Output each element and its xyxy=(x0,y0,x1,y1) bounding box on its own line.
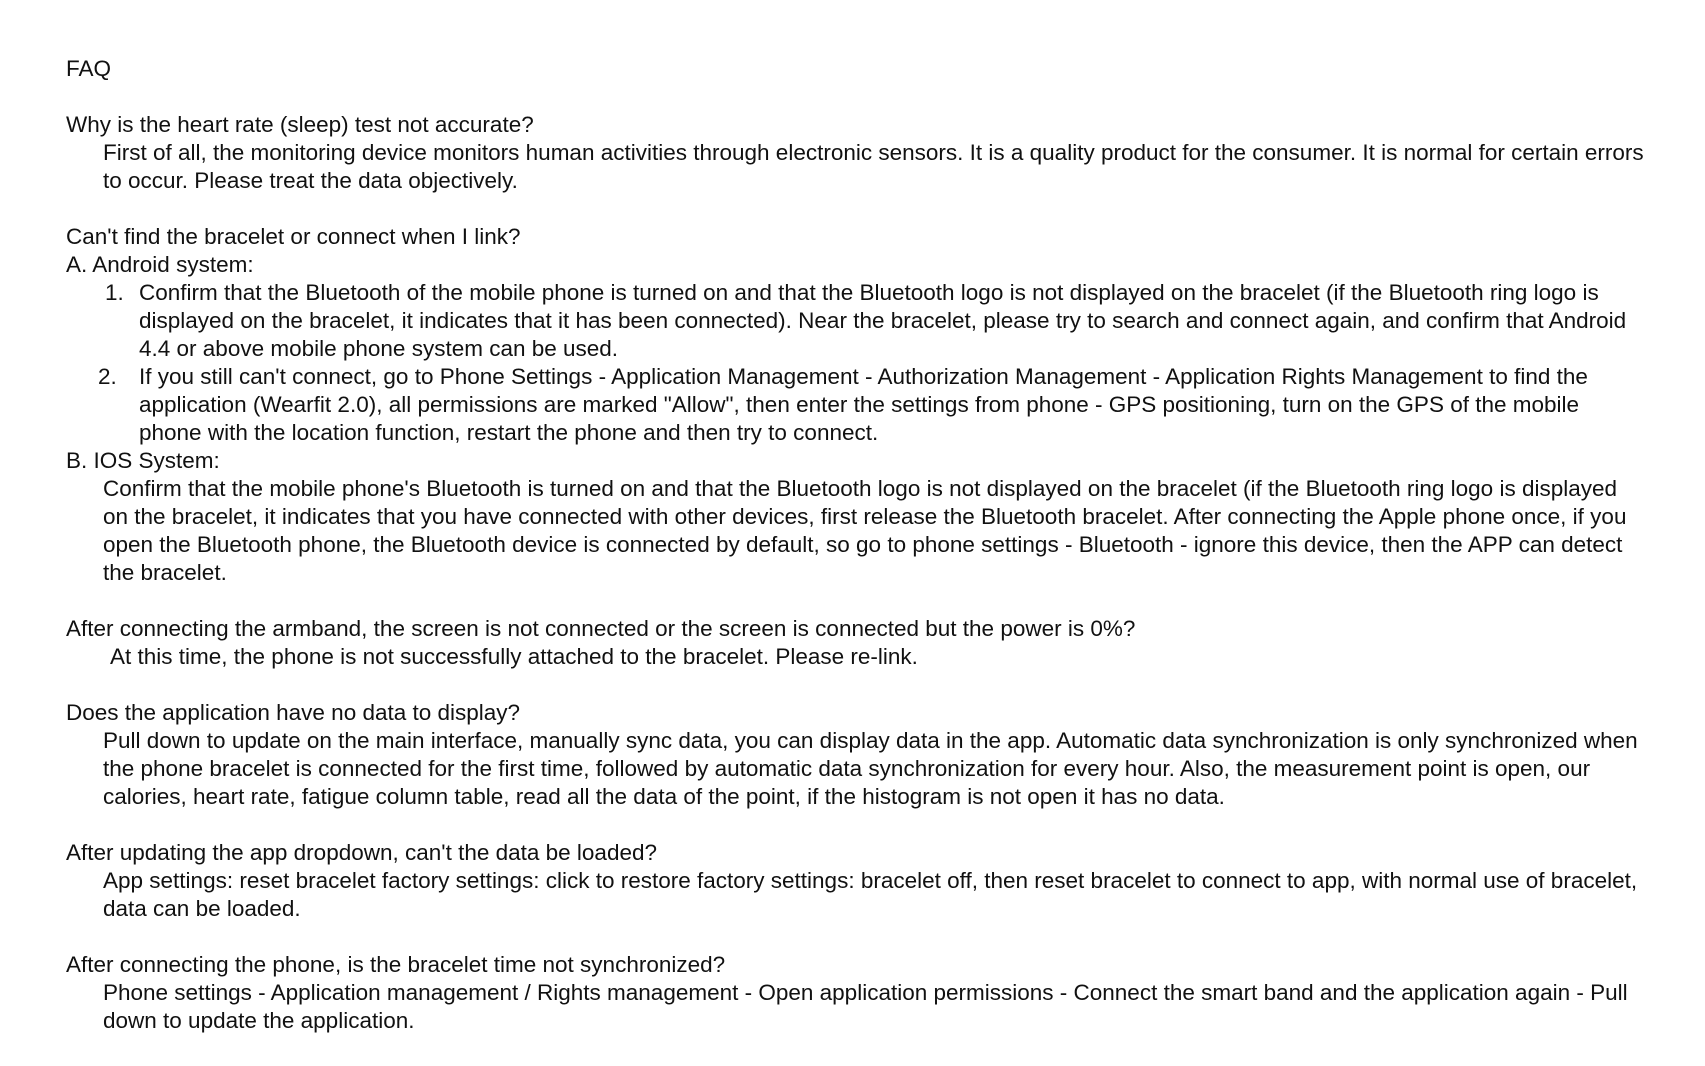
faq-answer: Phone settings - Application management / Rights management - Open application permissions - Connect the smart band and the application again - Pull down to update the application. xyxy=(103,980,1628,1033)
faq-question: After connecting the phone, is the bracelet time not synchronized? xyxy=(66,952,726,977)
faq-item-armband-power xyxy=(66,615,1646,671)
faq-answer: App settings: reset bracelet factory settings: click to restore factory settings: bracelet off, then reset bracelet to connect to app, with normal use of bracelet, data can be loaded. xyxy=(103,868,1638,921)
step-number: 1. xyxy=(105,280,124,305)
step-text: If you still can't connect, go to Phone Settings - Application Management - Authorization Management - Application Rights Management to find the application (Wearfit 2.0), all permissions are marked "Allow", then enter the settings from phone - GPS positioning, turn on the GPS of the mobile phone with the location function, restart the phone and then try to connect. xyxy=(139,364,1588,445)
ios-answer: Confirm that the mobile phone's Bluetooth is turned on and that the Bluetooth logo is not displayed on the bracelet (if the Bluetooth ring logo is displayed on the bracelet, it indicates that you have connected with other devices, first release the Bluetooth bracelet. After connecting the Apple phone once, if you open the Bluetooth phone, the Bluetooth device is connected by default, so go to phone settings - Bluetooth - ignore this device, then the APP can detect the bracelet. xyxy=(103,476,1627,585)
android-step xyxy=(66,363,1646,447)
android-step xyxy=(66,279,1646,363)
faq-answer: Pull down to update on the main interface, manually sync data, you can display data in the app. Automatic data synchronization is only synchronized when the phone bracelet is connected for the first time, followed by automatic data synchronization for every hour. Also, the measurement point is open, our calories, heart rate, fatigue column table, read all the data of the point, if the histogram is not open it has no data. xyxy=(103,728,1638,809)
faq-question: Can't find the bracelet or connect when I link? xyxy=(66,224,521,249)
faq-answer: First of all, the monitoring device monitors human activities through electronic sensors. It is a quality product for the consumer. It is normal for certain errors to occur. Please treat the data objectively. xyxy=(103,140,1644,193)
faq-document xyxy=(66,55,1646,1063)
step-text: Confirm that the Bluetooth of the mobile phone is turned on and that the Bluetooth logo is not displayed on the bracelet (if the Bluetooth ring logo is displayed on the bracelet, it indicates that it has been connected). Near the bracelet, please try to search and connect again, and confirm that Android 4.4 or above mobile phone system can be used. xyxy=(139,280,1627,361)
faq-item-no-data xyxy=(66,699,1646,811)
faq-item-time-sync xyxy=(66,951,1646,1035)
android-steps-list xyxy=(66,279,1646,447)
faq-question: After connecting the armband, the screen is not connected or the screen is connected but the power is 0%? xyxy=(66,616,1136,641)
faq-question: After updating the app dropdown, can't the data be loaded? xyxy=(66,840,657,865)
android-heading: A. Android system: xyxy=(66,252,254,277)
step-number: 2. xyxy=(98,364,117,389)
faq-question: Does the application have no data to display? xyxy=(66,700,521,725)
ios-heading: B. IOS System: xyxy=(66,448,220,473)
faq-answer: At this time, the phone is not successfully attached to the bracelet. Please re-link. xyxy=(110,644,918,669)
faq-item-data-loading xyxy=(66,839,1646,923)
page-title: FAQ xyxy=(66,56,112,81)
faq-question: Why is the heart rate (sleep) test not accurate? xyxy=(66,112,534,137)
faq-item-heart-rate xyxy=(66,111,1646,195)
faq-item-connection xyxy=(66,223,1646,587)
